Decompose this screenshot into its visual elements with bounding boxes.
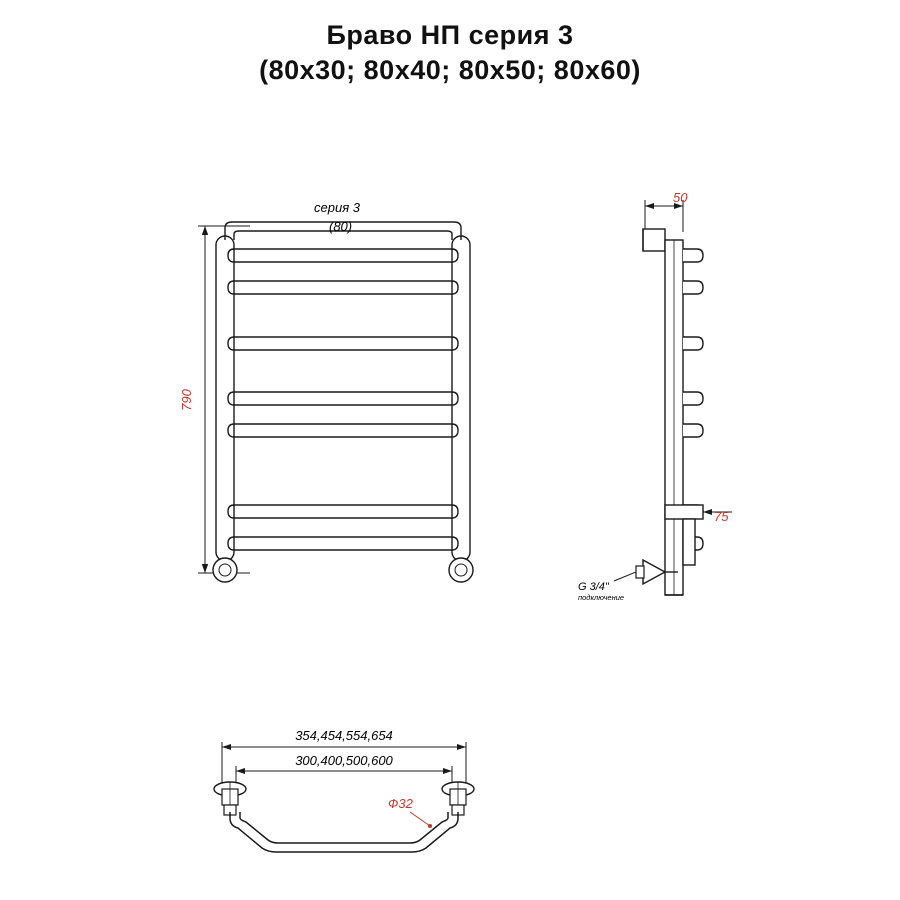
side-dim-50-arrow-left <box>645 203 654 209</box>
side-depth-dimension: 50 <box>673 190 688 205</box>
front-right-vertical-tube <box>452 236 470 561</box>
side-rung-stub-5 <box>683 424 703 437</box>
side-rung-stub-1 <box>683 249 703 262</box>
side-rung-stub-4 <box>683 392 703 405</box>
side-connection-leader <box>614 572 636 581</box>
page-title: Браво НП серия 3 <box>326 20 574 50</box>
front-view-group <box>179 200 473 582</box>
front-height-dimension: 790 <box>179 389 194 411</box>
side-bottom-bracket-stem <box>683 519 695 565</box>
side-bracket-dimension: 75 <box>714 509 729 524</box>
side-connection-label: G 3/4" <box>578 581 609 593</box>
front-left-vertical-tube <box>216 236 234 561</box>
side-rung-stub-2 <box>683 281 703 294</box>
front-rung-4 <box>228 392 458 405</box>
side-dim-75-arrow <box>703 509 712 515</box>
top-inner-dim-arrow-left <box>236 768 245 774</box>
side-bottom-bracket-block <box>665 505 703 519</box>
front-right-end-cap-inner <box>455 564 467 576</box>
front-rung-2 <box>228 281 458 294</box>
page-subtitle: (80x30; 80x40; 80x50; 80x60) <box>259 55 641 85</box>
front-rung-3 <box>228 337 458 350</box>
front-dim-arrow-bottom <box>202 564 208 573</box>
top-outer-dim-arrow-left <box>222 744 231 750</box>
top-inner-dimension: 300,400,500,600 <box>295 753 393 768</box>
side-connection-fitting <box>643 560 665 584</box>
top-diameter-leader <box>410 812 430 826</box>
front-series-label-line1: серия 3 <box>314 200 360 215</box>
front-rung-7 <box>228 537 458 550</box>
top-diameter-leader-dot <box>428 824 432 828</box>
side-rung-stub-3 <box>683 337 703 350</box>
top-inner-dim-arrow-right <box>443 768 452 774</box>
top-view-group <box>214 728 474 852</box>
side-connection-sub-label: подключение <box>578 593 625 602</box>
front-series-label-line2: (80) <box>329 219 353 234</box>
front-rung-6 <box>228 505 458 518</box>
front-left-end-cap-inner <box>219 564 231 576</box>
top-pipe-outer-outline <box>230 812 458 852</box>
side-connection-nut <box>636 566 644 578</box>
top-outer-dim-arrow-right <box>457 744 466 750</box>
front-rung-5 <box>228 424 458 437</box>
side-top-bracket-plate <box>643 229 665 251</box>
side-view-group <box>578 190 732 602</box>
top-pipe-diameter: Ф32 <box>388 796 413 811</box>
top-outer-dimension: 354,454,554,654 <box>295 728 393 743</box>
front-dim-arrow-top <box>202 226 208 235</box>
